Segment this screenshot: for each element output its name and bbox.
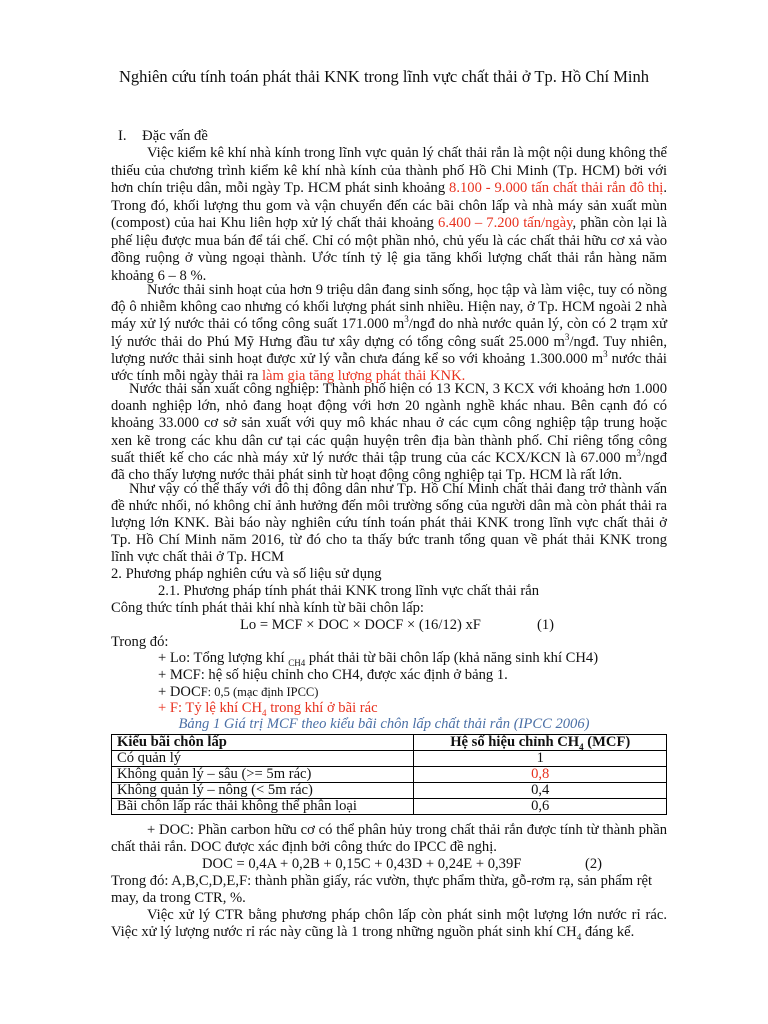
bullet-f-sub: 4 bbox=[262, 707, 267, 718]
p-leachate-text-b: đáng kể. bbox=[581, 924, 635, 940]
p3-text-b: /ngđ đã cho thấy lượng nước thải phát sinh từ hoạt động công nghiệp tại Tp. HCM là rất lớn. bbox=[111, 449, 667, 484]
table-header-type: Kiểu bãi chôn lấp bbox=[112, 735, 414, 751]
table-cell-mcf: 1 bbox=[414, 751, 667, 767]
bullet-f-text-a: + F: Tỷ lệ khí CH bbox=[158, 700, 263, 716]
section-2-1-heading: 2.1. Phương pháp tính phát thải KNK trong lĩnh vực chất thải rắn bbox=[158, 583, 540, 599]
paragraph-summary bbox=[111, 481, 667, 566]
p3-sup: 3 bbox=[636, 447, 642, 458]
table-cell-mcf: 0,8 bbox=[414, 767, 667, 783]
p2-text-c: /ngđ. Tuy nhiên, lượng nước thải sinh hoạt được xử lý vẫn chưa đáng kể so với khoảng 1.300.000 m bbox=[111, 333, 667, 367]
table-row bbox=[112, 799, 667, 815]
table-header-row bbox=[112, 735, 667, 751]
paragraph-solid-waste bbox=[111, 145, 667, 285]
paragraph-components: Trong đó: A,B,C,D,E,F: thành phần giấy, rác vườn, thực phẩm thừa, gỗ-rơm rạ, sản phẩm rệt may, da trong CTR, %. bbox=[111, 873, 653, 906]
table-1-caption: Bảng 1 Giá trị MCF theo kiểu bãi chôn lấp chất thải rắn (IPCC 2006) bbox=[178, 716, 590, 732]
p-leachate-sub: 4 bbox=[576, 931, 582, 942]
table-cell-mcf: 0,4 bbox=[414, 783, 667, 799]
where-label: Trong đó: bbox=[111, 634, 169, 650]
p1-highlight-2: 6.400 – 7.200 tấn/ngày bbox=[438, 215, 573, 231]
section-2-heading: 2. Phương pháp nghiên cứu và số liệu sử dụng bbox=[111, 566, 382, 582]
formula-intro: Công thức tính phát thải khí nhà kính từ bãi chôn lấp: bbox=[111, 600, 424, 616]
table-header-mcf-text-b: (MCF) bbox=[583, 734, 631, 750]
table-header-mcf-sub: 4 bbox=[579, 741, 584, 752]
formula-2: DOC = 0,4A + 0,2B + 0,15C + 0,43D + 0,24E + 0,39F bbox=[202, 856, 522, 872]
mcf-table bbox=[111, 734, 667, 815]
p2-sup-1: 3 bbox=[404, 314, 409, 325]
table-cell-type: Bãi chôn lấp rác thải không thể phân loại bbox=[112, 799, 414, 815]
bullet-docf-text-b: F: 0,5 (mạc định IPCC) bbox=[200, 685, 319, 699]
formula-1-number: (1) bbox=[537, 617, 555, 633]
p2-sup-2: 3 bbox=[564, 331, 570, 342]
section-1-title: Đặc vấn đề bbox=[142, 128, 208, 144]
bullet-f bbox=[158, 700, 378, 717]
p1-highlight-1: 8.100 - 9.000 tấn chất thải rắn đô thị bbox=[449, 180, 664, 196]
table-row bbox=[112, 767, 667, 783]
paragraph-doc: + DOC: Phần carbon hữu cơ có thể phân hủy trong chất thải rắn được tính từ thành phần chất thải rắn. DOC được xác định bởi công thức do IPCC đề nghị. bbox=[111, 822, 667, 855]
table-header-mcf bbox=[414, 735, 667, 751]
p2-sup-3: 3 bbox=[603, 348, 608, 359]
formula-2-number: (2) bbox=[585, 856, 603, 872]
table-row bbox=[112, 783, 667, 799]
p2-text-b: /ngđ do nhà nước quản lý, còn có 2 trạm xử lý nước thải do Phú Mỹ Hưng đầu tư xây dựng có tổng công suất 25.000 m bbox=[111, 316, 667, 350]
p2-text-a: Nước thải sinh hoạt của hơn 9 triệu dân đang sinh sống, học tập và làm việc, tuy có nồng độ ô nhiễm không cao nhưng có khối lượng phát sinh nhiều. Hiện nay, ở Tp. HCM ngoài 2 nhà máy xử lý nước thải có tổng công suất 171.000 m bbox=[111, 282, 667, 333]
p-leachate-text-a: Việc xử lý CTR bằng phương pháp chôn lấp còn phát sinh một lượng lớn nước rỉ rác. Việc xử lý lượng nước rỉ rác này cũng là 1 trong những nguồn phát sinh khí CH bbox=[111, 907, 667, 940]
table-cell-type: Không quản lý – sâu (>= 5m rác) bbox=[112, 767, 414, 783]
document-title: Nghiên cứu tính toán phát thải KNK trong lĩnh vực chất thải ở Tp. Hồ Chí Minh bbox=[119, 67, 649, 86]
bullet-mcf: + MCF: hệ số hiệu chỉnh cho CH4, được xác định ở bảng 1. bbox=[158, 667, 508, 683]
table-cell-type: Không quản lý – nông (< 5m rác) bbox=[112, 783, 414, 799]
paragraph-domestic-wastewater bbox=[111, 282, 667, 385]
bullet-lo-text-a: + Lo: Tổng lượng khí bbox=[158, 650, 289, 666]
bullet-docf bbox=[158, 684, 318, 701]
p1-text-c: , phần còn lại là phế liệu được mua bán để tái chế. Chỉ có một phần nhỏ, chủ yếu là các chất thải hữu cơ xả vào đồng ruộng ở vùng ngoại thành. Ước tính tỷ lệ gia tăng khối lượng chất thải rắn hàng năm khoảng 6 – 8 %. bbox=[111, 215, 667, 284]
bullet-lo-sub: CH4 bbox=[288, 657, 306, 668]
section-1-heading bbox=[118, 128, 208, 145]
p1-text-b: . Trong đó, khối lượng thu gom và vận chuyển đến các bãi chôn lấp và nhà máy sản xuất mùn (compost) của hai Khu liên hợp xử lý chất thải khoảng bbox=[111, 180, 667, 231]
bullet-docf-text-a: + DOC bbox=[158, 684, 201, 700]
formula-1: Lo = MCF × DOC × DOCF × (16/12) xF bbox=[240, 617, 481, 633]
paragraph-industrial-wastewater bbox=[111, 381, 667, 484]
table-row bbox=[112, 751, 667, 767]
p2-highlight: làm gia tăng lượng phát thải KNK. bbox=[262, 368, 466, 385]
section-1-number: I. bbox=[118, 128, 127, 144]
p2-text-d: nước thải ước tính mỗi ngày thải ra bbox=[111, 350, 667, 385]
bullet-f-text-b: trong khí ở bãi rác bbox=[266, 700, 378, 716]
p3-text-a: Nước thải sản xuất công nghiệp: Thành phố hiện có 13 KCN, 3 KCX với khoảng hơn 1.000 doanh nghiệp lớn, nhỏ đang hoạt động với hơn 20 ngành nghề khác nhau. Bên cạnh đó có khoảng 33.000 cơ sở sản xuất với quy mô khác nhau ở các cụm công nghiệp tập trung hoặc xen kẽ trong các khu dân cư tại các quận huyện trên địa bàn thành phố. Chỉ riêng tổng công suất thiết kế cho các nhà máy xử lý nước thải tập trung của các KCX/KCN là 67.000 m bbox=[111, 381, 667, 466]
table-cell-type: Có quản lý bbox=[112, 751, 414, 767]
p4-text: Như vậy có thể thấy với đô thị đông dân như Tp. Hồ Chí Minh chất thải đang trở thành vấn đề nhức nhối, nó không chỉ ảnh hưởng đến môi trường sống của người dân mà còn phát thải ra lượng lớn KNK. Bài báo này nghiên cứu tính toán phát thải KNK trong lĩnh vực chất thải ở Tp. Hồ Chí Minh năm 2016, từ đó cho ta thấy bức tranh tổng quan về phát thải KNK trong lĩnh vực chất thải ở Tp. HCM bbox=[111, 481, 667, 566]
table-cell-mcf: 0,6 bbox=[414, 799, 667, 815]
bullet-lo bbox=[158, 650, 598, 667]
table-header-mcf-text-a: Hệ số hiệu chỉnh CH bbox=[450, 734, 580, 750]
paragraph-leachate bbox=[111, 907, 667, 941]
p1-text-a: Việc kiểm kê khí nhà kính trong lĩnh vực quản lý chất thải rắn là một nội dung không thể thiếu của chương trình kiểm kê khí nhà kính của thành phố Hồ Chi Minh (Tp. HCM) bởi với hơn chín triệu dân, mỗi ngày Tp. HCM phát sinh khoảng bbox=[111, 145, 667, 196]
bullet-lo-text-b: phát thải từ bãi chôn lấp (khả năng sinh khí CH4) bbox=[305, 650, 599, 666]
